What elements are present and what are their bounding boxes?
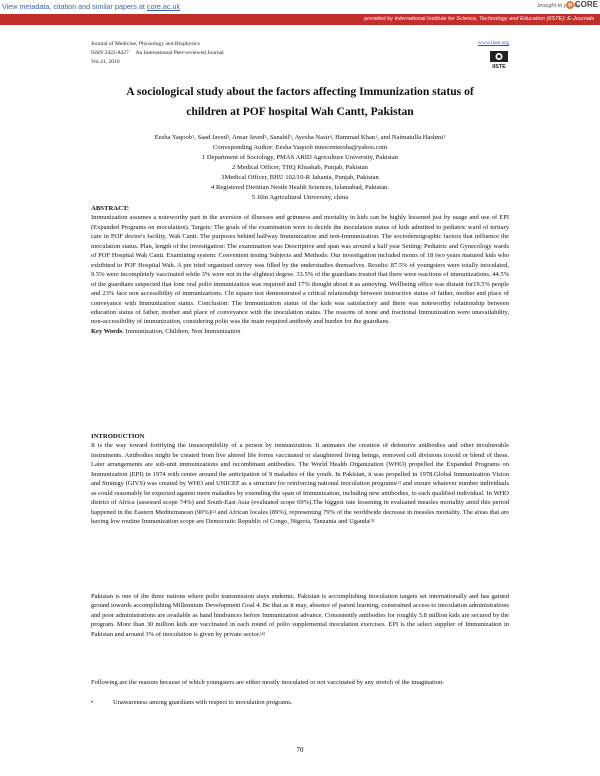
page-number: 70 [296, 746, 304, 754]
author-affil-sup: 2 [226, 134, 230, 139]
author-name: Eesha Yaqoob [154, 134, 193, 141]
abstract-section [91, 204, 509, 336]
introduction-section [91, 432, 509, 527]
intro-paragraph-3: Following are the reasons because of which youngsters are either mostly inoculated or not vaccinated by any stretch of the imagination: [91, 679, 445, 686]
author-name: , Sanabil [266, 134, 290, 141]
provider-banner [0, 14, 600, 25]
author-affil-sup: 4 [329, 134, 332, 139]
core-metadata-link[interactable] [2, 2, 180, 11]
author-name: , Saad Javed [194, 134, 227, 141]
author-affil-sup: 1 [443, 134, 446, 139]
iiste-logo [490, 51, 508, 69]
author-affil-sup: 5 [289, 134, 292, 139]
affiliation-3: 3Medical Officer, BHU 102/10-R Jahania, Punjab, Pakistan [221, 174, 379, 181]
affiliation-2: 2 Medical Officer, THQ Khushab, Punjab, Pakistan [232, 164, 368, 171]
author-name: , and Naimatulla Hashmi [377, 134, 444, 141]
journal-name: Journal of Medicine, Physiology and Biophysics [91, 41, 200, 47]
keywords [91, 327, 509, 336]
author-name: , Ayesha Nasir [291, 134, 330, 141]
citation-ref[interactable]: [4] [260, 630, 266, 636]
core-link-prefix: View metadata, citation and similar papers at [2, 2, 147, 11]
intro-p1-text: and African locales (89%), representing 79% of the worldwide decrease in measles mortality. The areas that are having low routine Immunization scope are Democratic Republic of Congo, Nigeria, Tanzania and Uganda [91, 508, 509, 526]
core-banner [0, 0, 600, 14]
brought-by-text: brought to you by [537, 3, 580, 9]
corresponding-author: Corresponding Author: Eesha Yaqoob innocenteesha@yahoo.com [212, 144, 388, 151]
affiliation-1: 1 Department of Sociology, PMAS ARID Agriculture University, Pakistan [201, 154, 399, 161]
core-link-site[interactable]: core.ac.uk [146, 2, 181, 11]
intro-paragraph-2 [91, 592, 509, 639]
reason-text: Unawareness among guardians with respect to inoculation programs. [113, 699, 293, 706]
title-line-2: children at POF hospital Wah Cantt, Pakistan [186, 105, 414, 118]
intro-p1-text: and ensure whatever number individuals as could reasonably be expected against more maladies by extending the span of Immunization, including new antibodies, to each qualified individual. In WHO district of Africa (assessed scope 74%) and South-East Asia (evaluated scope 69%).The biggest rate lessening in evaluated measles mortality amid this period happened in the Eastern Mediterranean (90%) [91, 480, 510, 516]
author-affil-sup: 1 [192, 134, 195, 139]
iiste-logo-text: IISTE [492, 64, 506, 69]
citation-ref[interactable]: [1] [396, 480, 402, 486]
citation-ref[interactable]: [2] [211, 508, 216, 514]
keywords-text: : Immunization, Children, Non Immunization [122, 327, 241, 335]
abstract-text: Immunization assumes a noteworthy part in the aversion of illnesses and grimness and mortality in kids can be highly lessened just by usage and use of EPI (Expanded Programs on inoculation). Targets: The goals of the examination were to decide the inoculation status of kids admitted to pediatric ward of tertiary care in POF doctor's facility, Wah Cantt. The purposes behind halfway Immunization and non-Immunization. The sociodemographic factors that influence the inoculation status. Plan, length of the investigation: The examination was Descriptive and span was around a half year Setting: Pediatric and Gynecology wards of POF Hospital Wah Cantt. Examining system: Convenient testing Subjects and Methods: Our investigation included moms of 18 two years matured kids who exhibited to POF Hospital Wah. A pre tried organized survey was filled by the understudies themselves. Results: 87.5% of youngsters were totally inoculated, 9.5% were incompletely vaccinated while 3% were not in the slightest degree. 33.5% of the guardians trusted that there were reactions of immunizations. 44.5% of the guardians suspected that lone oral polio immunization was required and 17% thought about it as annoying. Wellbeing office was distant for19.5% people and 23% face non accessibility of immunizations. Chi square test demonstrated a critical relationship between instructive status of father, mother and place of conveyance with Immunization status. Conclusion: The Immunization status of the kids was satisfactory and there was noteworthy relationship between education status of father, mother and place of conveyance with the inoculation status. The reasons of none and fractional Immunization were unavailability, non-accessibility of immunization, considering polio was the main required antibody and burden for the guardians. [91, 214, 509, 326]
paper-title [80, 82, 520, 122]
intro-p1-text: It is the way toward fortifying the insusceptibility of a person by immunization. It animates the creation of defensive antibodies and other invulnerable instruments. Antibodies might be created from live altered life forms vaccinated or slaughtered living beings, removed cell divisions toxoid or blend of these. Later arrangements are sub-unit immunizations and recombinant antibodies. The World Health Organization (WHO) propelled the Expanded Programs on Immunization (EPI) in 1974 with center around the anticipation of 9 maladies of the youth. In Pakistan, it was propelled in 1978.Global Immunization Vision and Strategy (GIVS) was created by WHO and UNICEF as a structure for reinforcing national inoculation programs [91, 442, 509, 488]
keywords-label: Key Words [91, 327, 123, 335]
affiliation-5: 5 Jilin Agricultural University, china [251, 194, 349, 201]
reason-list-item [91, 699, 292, 706]
author-list [60, 133, 540, 143]
abstract-heading: ABSTRACT: [91, 205, 130, 212]
journal-volume: Vol.41, 2018 [91, 58, 120, 65]
provider-text: provided by International Institute for Science, Technology and Education (IISTE): E-Journals [364, 16, 594, 22]
author-affil-sup: 3 [264, 134, 267, 139]
intro-p2-text: Pakistan is one of the three nations where polio transmission stays endemic. Pakistan is accomplishing inoculation targets set internationally and has gained ground towards accomplishing Millennium Development Goal 4. Be that as it may, absence of parent learning, constrained access to inoculation administrations and poor administrations are available as hand hindrances before Immunization advance. Consistently antibodies for roughly 5.8 million kids are secured by the program. More than 30 million kids are vaccinated in each round of polio supplemental inoculation exercises. EPI is the select supplier of Immunization in Pakistan and around 3% of inoculation is given by private sector. [91, 593, 509, 638]
title-line-1: A sociological study about the factors affecting Immunization status of [126, 85, 474, 98]
core-logo-text: CORE [574, 0, 598, 9]
author-name: , Ansar Javed [229, 134, 265, 141]
journal-url-link[interactable]: www.iiste.org [477, 40, 509, 46]
core-logo[interactable] [566, 0, 598, 9]
author-name: , Hammad Khan [331, 134, 376, 141]
affiliation-4: 4 Registered Dietitian Nestle Health Sciences, Islamabad, Pakistan. [211, 184, 389, 191]
journal-issn: ISSN 2422-8427 An International Peer-reviewed Journal [91, 49, 224, 56]
bullet-icon: • [91, 699, 94, 706]
journal-header [91, 40, 224, 66]
core-logo-icon [566, 1, 574, 9]
author-affil-sup: 1 [375, 134, 378, 139]
introduction-heading: INTRODUCTION [91, 433, 145, 440]
intro-paragraph-1 [91, 441, 509, 526]
citation-ref[interactable]: [3] [369, 518, 375, 524]
